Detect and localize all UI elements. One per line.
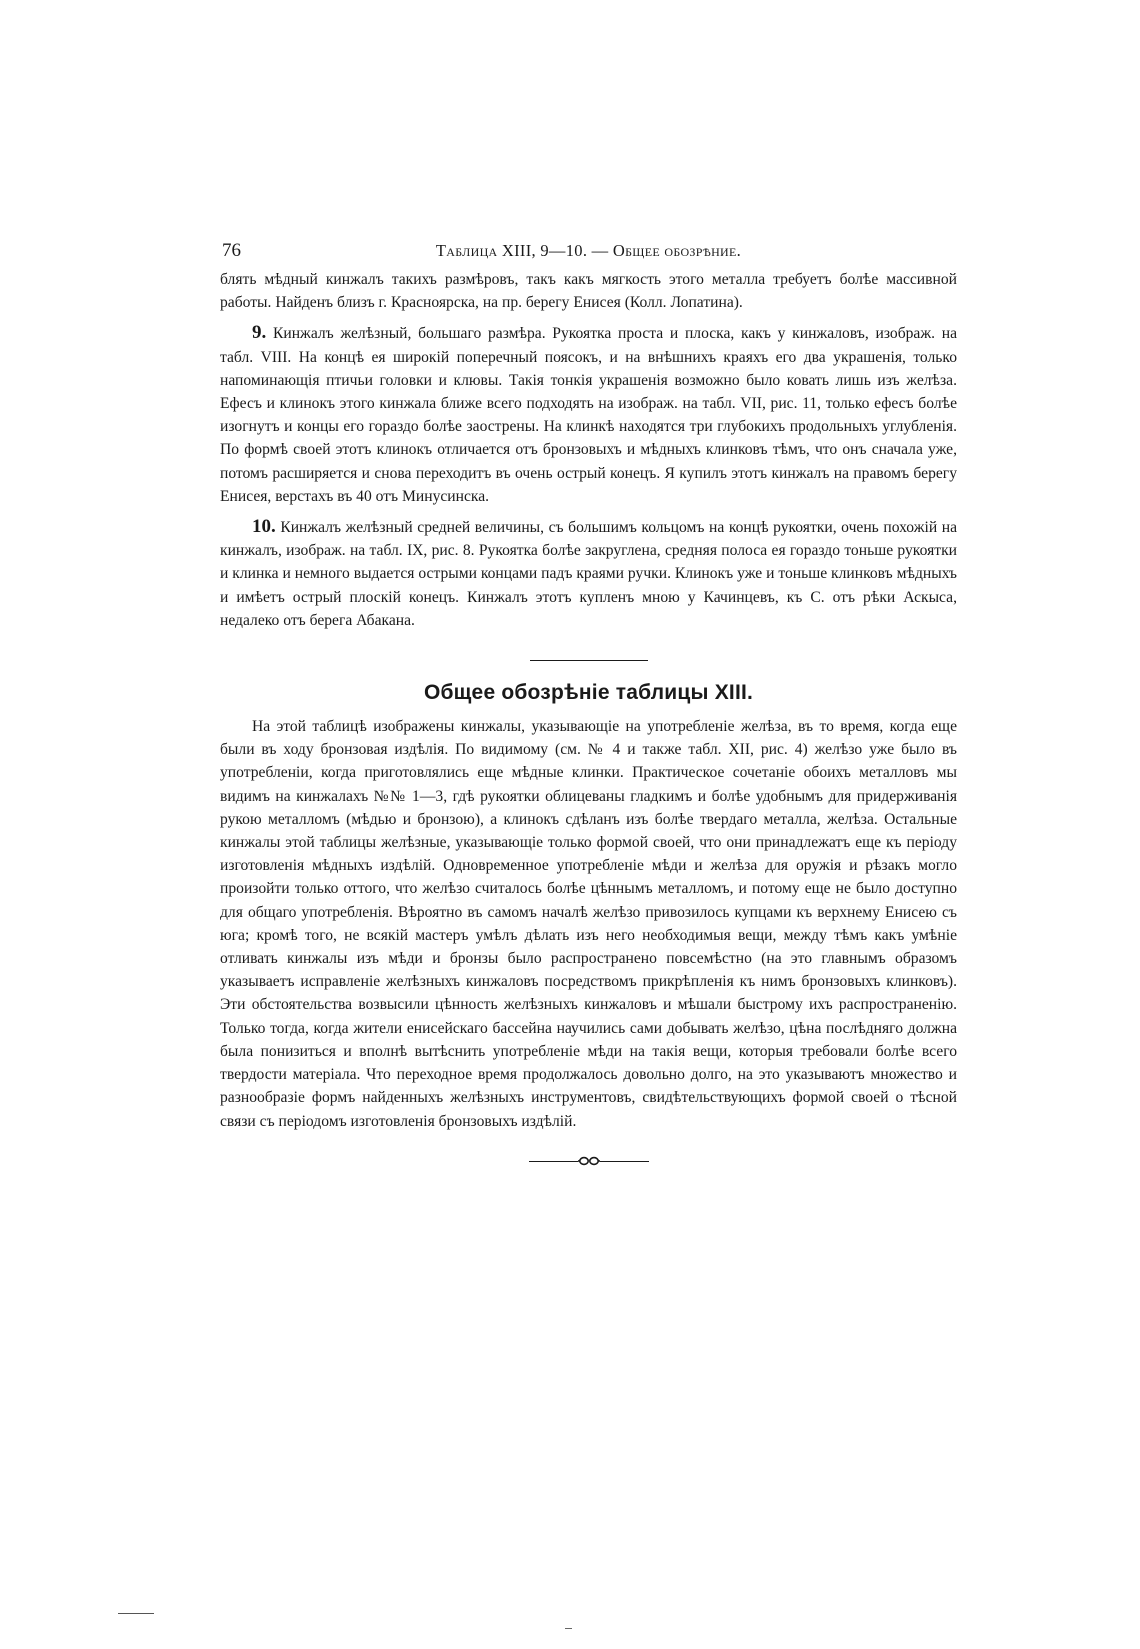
scan-artifact (565, 1628, 572, 1629)
paragraph-continuation (220, 268, 957, 314)
running-head (220, 240, 957, 268)
page-content (220, 240, 957, 1169)
running-title: Таблица XIII, 9—10. — Общее обозрѣние. (435, 241, 742, 260)
ornamental-rule-icon (529, 1155, 649, 1169)
scan-artifact (118, 1613, 154, 1614)
section-divider (530, 660, 648, 661)
paragraph-item-10 (220, 515, 957, 632)
paragraph-text: блять мѣдный кинжалъ такихъ размѣровъ, такъ какъ мягкость этого металла требуетъ болѣе массивной работы. Найденъ близъ г. Красноярска, на пр. берегу Енисея (Колл. Лопатина). (220, 271, 957, 312)
section-title: Общее обозрѣніе таблицы XIII. (423, 681, 754, 705)
section-text (220, 715, 957, 1133)
paragraph-overview (220, 715, 957, 1133)
paragraph-text: Кинжалъ желѣзный средней величины, съ большимъ кольцомъ на концѣ рукоятки, очень похожій на кинжалъ, изображ. на табл. IX, рис. 8. Рукоятка болѣе закруглена, средняя полоса ея гораздо тоньше рукоятки и клинка и немного выдается острыми концами падъ краями ручки. Клинокъ уже и тоньше клинковъ мѣдныхъ и имѣетъ острый плоскій конецъ. Кинжалъ этотъ купленъ мною у Качинцевъ, къ С. отъ рѣки Аскыса, недалеко отъ берега Абакана. (220, 519, 957, 629)
main-text (220, 268, 957, 632)
item-number: 9. (252, 322, 267, 344)
ornament-knot-icon (578, 1156, 600, 1166)
paragraph-text: Кинжалъ желѣзный, большаго размѣра. Рукоятка проста и плоска, какъ у кинжаловъ, изображ. на табл. VIII. На концѣ ея широкій поперечный поясокъ, и на внѣшнихъ краяхъ его два украшенія, только напоминающія птичьи головки и клювы. Такія тонкія украшенія возможно было ковать лишь изъ желѣза. Ефесъ и клинокъ этого кинжала ближе всего подходять на изображ. на табл. VII, рис. 11, только ефесъ болѣе изогнутъ и концы его гораздо болѣе заострены. На клинкѣ находятся три глубокихъ продольныхъ углубленія. По формѣ своей этотъ клинокъ отличается отъ бронзовыхъ и мѣдныхъ клинковъ тѣмъ, что онъ сначала уже, потомъ расширяется и снова переходитъ въ очень острый конецъ. Я купилъ этотъ кинжалъ на правомъ берегу Енисея, верстахъ въ 40 отъ Минусинска. (220, 325, 957, 505)
paragraph-item-9 (220, 321, 957, 508)
page-number: 76 (222, 240, 241, 261)
item-number: 10. (252, 516, 276, 538)
paragraph-text: На этой таблицѣ изображены кинжалы, указывающіе на употребленіе желѣза, въ то время, когда еще были въ ходу бронзовая издѣлія. По видимому (см. № 4 и также табл. XII, рис. 4) желѣзо уже было въ употребленіи, когда приготовлялись еще мѣдные клинки. Практическое сочетаніе обоихъ металловъ мы видимъ на кинжалахъ №№ 1—3, гдѣ рукоятки облицеваны гладкимъ и болѣе удобнымъ для придерживанія рукою металломъ (мѣдью и бронзою), а клинокъ сдѣланъ изъ болѣе твердаго металла, желѣза. Остальные кинжалы этой таблицы желѣзные, указывающіе только формой своей, что они принадлежатъ еще къ періоду изготовленія мѣдныхъ издѣлій. Одновременное употребленіе мѣди и желѣза для оружія и рѣзакъ могло произойти только оттого, что желѣзо считалось болѣе цѣннымъ металломъ, и потому еще не было доступно для общаго употребленія. Вѣроятно въ самомъ началѣ желѣзо привозилось купцами къ верхнему Енисею съ юга; кромѣ того, не всякій мастеръ умѣлъ дѣлать изъ него необходимыя вещи, между тѣмъ какъ умѣніе отливать кинжалы изъ мѣди и бронзы было распространено повсемѣстно (на это главнымъ образомъ указываетъ исправленіе желѣзныхъ кинжаловъ посредствомъ прикрѣпленія къ нимъ бронзовыхъ клинковъ). Эти обстоятельства возвысили цѣнность желѣзныхъ кинжаловъ и мѣшали быстрому ихъ распространенію. Только тогда, когда жители енисейскаго бассейна научились сами добывать желѣзо, цѣна послѣдняго должна была понизиться и вполнѣ вытѣснить употребленіе мѣди на такія вещи, которыя требовали болѣе всего твердости матеріала. Что переходное время продолжалось довольно долго, на это указываютъ множество и разнообразіе формъ найденныхъ желѣзныхъ инструментовъ, свидѣтельствующихъ формой своей о тѣсной связи съ періодомъ изготовленія бронзовыхъ издѣлій. (220, 718, 957, 1130)
